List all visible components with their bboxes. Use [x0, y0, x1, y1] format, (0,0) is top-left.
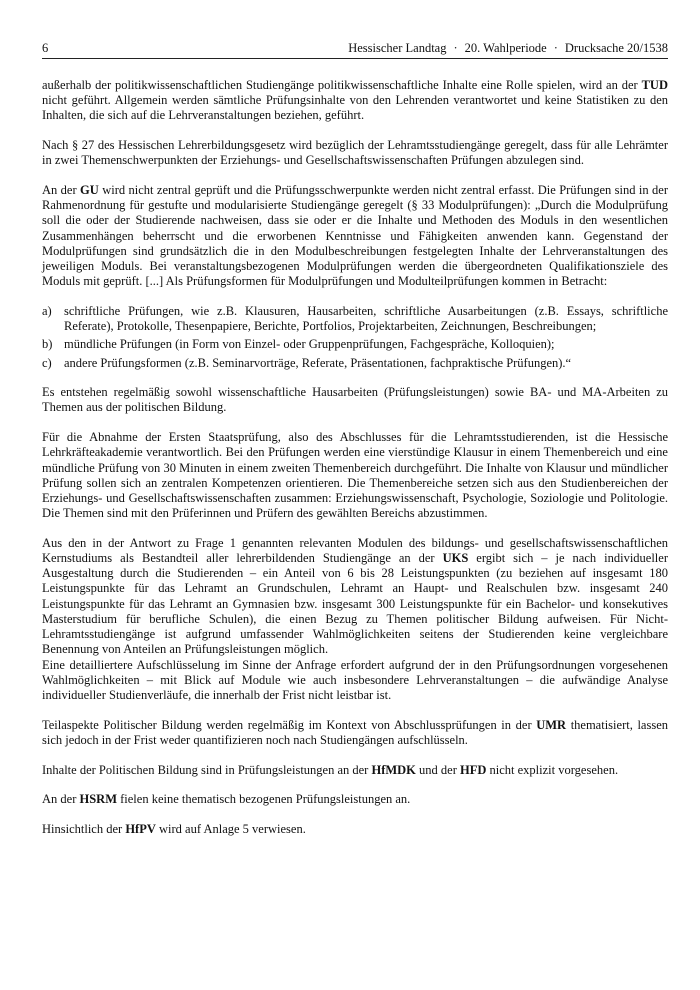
institution-hfmdk: HfMDK	[371, 762, 416, 777]
text-run: An der	[42, 792, 80, 807]
paragraph-hfmdk-hfd	[42, 763, 668, 778]
paragraph-staatspruefung: Für die Abnahme der Ersten Staatsprüfung, also des Abschlusses für die Lehramtsstudierenden, ist die Hessische Lehrkräfteakademie verantwortlich. Bei den Prüfungen werden eine vierstündige Klausur in einem Themenbereich und eine mündliche Prüfung von 30 Minuten in einem zweiten Themenbereich durchgeführt. Die Inhalte von Klausur und mündlicher Prüfung sollen sich an zentralen Kompetenzen orientieren. Die Themenbereiche setzen sich aus den Studienbereichen der Erziehungs- und Gesellschaftswissenschaften zusammen: Erziehungswissenschaft, Psychologie, Soziologie und Politologie. Die Themen sind mit den Prüferinnen und Prüfern des gewählten Bereichs abzustimmen.	[42, 430, 668, 521]
exam-forms-list	[42, 304, 668, 371]
list-item-label: b)	[42, 337, 53, 352]
running-header	[348, 41, 668, 56]
text-run: fielen keine thematisch bezogenen Prüfungsleistungen an.	[117, 792, 411, 807]
paragraph-tud	[42, 78, 668, 124]
institution-hfd: HFD	[460, 762, 487, 777]
paragraph-gu	[42, 183, 668, 289]
text-run: wird nicht zentral geprüft und die Prüfungsschwerpunkte werden nicht zentral erfasst. Die Prüfungen sind in der Rahmenordnung für gestufte und modularisierte Studiengänge geregelt (§ 33 Modulprüfungen): „Durch die Modulprüfung soll die oder der Studierende nachweisen, dass sie oder er die Inhalte und Methoden des Moduls in den wesentlichen Zusammenhängen beherrscht und die erworbenen Kenntnisse und Fähigkeiten anwenden kann. Gegenstand der Modulprüfungen sind grundsätzlich die in den Modulbeschreibungen festgelegten Inhalte der Lehrveranstaltungen des jeweiligen Moduls. Bei veranstaltungsbezogenen Modulprüfungen werden die übergeordneten Qualifikationsziele des Moduls mit geprüft. [...] Als Prüfungsformen für Modulprüfungen und Modulteilprüfungen kommen in Betracht:	[42, 183, 668, 289]
list-item	[42, 356, 668, 371]
paragraph-hsrm	[42, 792, 668, 807]
institution-gu: GU	[80, 183, 99, 198]
text-run: thematisiert, lassen sich jedoch in der Frist weder quantifizieren noch nach Studiengängen aufschlüsseln.	[42, 717, 668, 747]
institution-umr: UMR	[536, 717, 567, 732]
paragraph-hfpv	[42, 822, 668, 837]
paragraph-aufschluesselung: Eine detailliertere Aufschlüsselung im Sinne der Anfrage erfordert aufgrund der in den Prüfungsordnungen vorgesehenen Wahlmöglichkeiten – mit Blick auf Module wie auch insbesondere Lehrveranstaltungen – die aufwändige Analyse individueller Studienverläufe, die innerhalb der Frist nicht leistbar ist.	[42, 657, 668, 702]
institution-uks: UKS	[442, 551, 469, 566]
text-run: nicht explizit vorgesehen.	[486, 762, 619, 777]
paragraph-hausarbeiten: Es entstehen regelmäßig sowohl wissenschaftliche Hausarbeiten (Prüfungsleistungen) sowie BA- und MA-Arbeiten zu Themen aus der politischen Bildung.	[42, 385, 668, 415]
list-item-text: mündliche Prüfungen (in Form von Einzel- oder Gruppenprüfungen, Fachgespräche, Kolloquien);	[64, 337, 555, 352]
text-run: Aus den in der Antwort zu Frage 1 genannten relevanten Modulen des bildungs- und gesellschaftswissenschaftlichen Kernstudiums als Bestandteil aller lehrerbildenden Studiengänge an der	[42, 535, 668, 566]
header-separator: ·	[553, 41, 558, 55]
paragraph-lehrerbildungsgesetz: Nach § 27 des Hessischen Lehrerbildungsgesetz wird bezüglich der Lehramtsstudiengänge geregelt, dass für alle Lehrämter in zwei Themenschwerpunkten der Erziehungs- und Gesellschaftswissenschaften Prüfungen abzulegen sind.	[42, 138, 668, 168]
publisher-name: Hessischer Landtag	[348, 41, 447, 55]
institution-hsrm: HSRM	[79, 792, 117, 807]
paragraph-umr	[42, 718, 668, 748]
list-item	[42, 337, 668, 352]
list-item-text: andere Prüfungsformen (z.B. Seminarvorträge, Referate, Präsentationen, fachpraktische Prüfungen).“	[64, 355, 572, 370]
text-run: An der	[42, 183, 81, 198]
document-body	[42, 78, 668, 852]
paragraph-uks	[42, 536, 668, 658]
document-number: Drucksache 20/1538	[564, 41, 668, 55]
list-item-label: c)	[42, 355, 52, 370]
list-item-label: a)	[42, 303, 52, 318]
institution-hfpv: HfPV	[125, 821, 156, 836]
list-item	[42, 304, 668, 334]
page-number: 6	[42, 41, 49, 55]
text-run: wird auf Anlage 5 verwiesen.	[155, 821, 306, 836]
election-period: 20. Wahlperiode	[464, 41, 547, 55]
text-run: außerhalb der politikwissenschaftlichen Studiengänge politikwissenschaftliche Inhalte eine Rolle spielen, wird an der	[42, 78, 642, 92]
institution-tud: TUD	[641, 78, 668, 92]
text-run: und der	[415, 762, 460, 777]
text-run: Hinsichtlich der	[42, 821, 126, 836]
list-item-text: schriftliche Prüfungen, wie z.B. Klausuren, Hausarbeiten, schriftliche Ausarbeitungen (z.B. Essays, schriftliche Referate), Protokolle, Thesenpapiere, Berichte, Portfolios, Projektarbeiten, Zeichnungen, Beschreibungen;	[64, 303, 668, 334]
text-run: ergibt sich – je nach individueller Ausgestaltung durch die Studierenden – ein Anteil von 6 bis 28 Leistungspunkten (zu beziehen auf insgesamt 180 Leistungspunkte für das Lehramt an Grundschulen, Lehramt an Haupt- und Realschulen bzw. insgesamt 240 Leistungspunkte für das Lehramt an Gymnasien bzw. insgesamt 300 Leistungspunkte für ein Bachelor- und konsekutives Masterstudium für berufliche Schulen), die einen Bezug zu Themen politischer Bildung aufweisen. Für Nicht-Lehramtsstudiengänge ist aufgrund umfassender Wahlmöglichkeiten seitens der Studierenden keine vergleichbare Benennung von Anteilen an Prüfungsleistungen möglich.	[42, 551, 668, 657]
text-run: nicht geführt. Allgemein werden sämtliche Prüfungsinhalte von den Lehrenden verantwortet und keine Statistiken zu den Inhalten, die sich auf die Lehrveranstaltungen beziehen, geführt.	[42, 93, 668, 123]
text-run: Teilaspekte Politischer Bildung werden regelmäßig im Kontext von Abschlussprüfungen in der	[42, 717, 537, 732]
page-header	[42, 40, 668, 59]
text-run: Inhalte der Politischen Bildung sind in Prüfungsleistungen an der	[42, 762, 372, 777]
header-separator: ·	[453, 41, 458, 55]
